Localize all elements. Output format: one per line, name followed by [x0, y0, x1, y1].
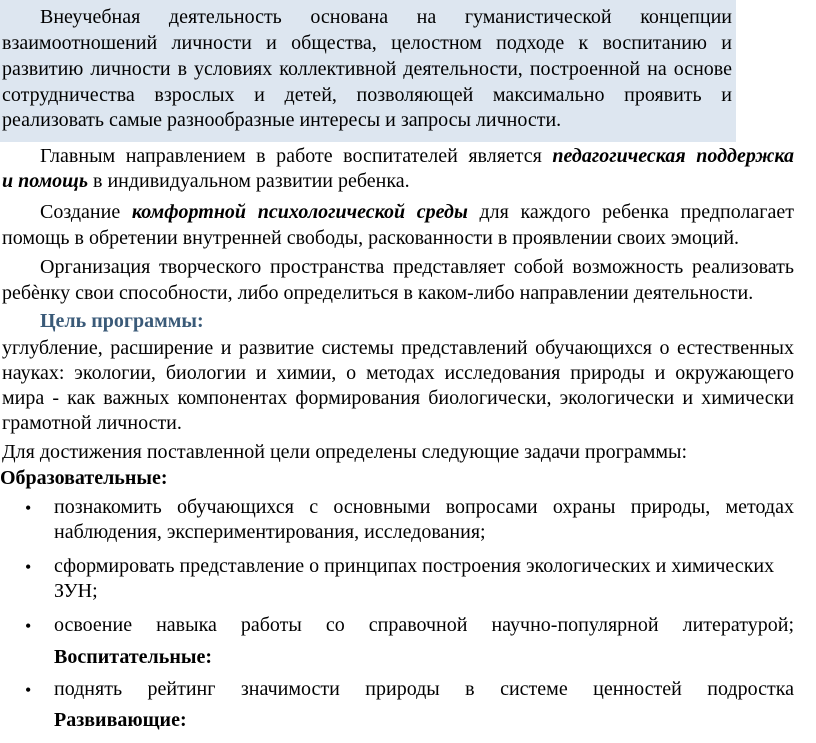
educational-heading: Образовательные:: [0, 467, 168, 489]
goal-line-4: грамотной личности.: [2, 412, 182, 434]
space-line-2: ребѐнку свои способности, либо определиться в каком-либо направлении деятельности.: [2, 282, 754, 304]
comfort-text-before: Создание: [40, 201, 132, 223]
edu-item-1-line-1: познакомить обучающихся с основными вопросами охраны природы, методах: [54, 496, 794, 518]
tasks-intro: Для достижения поставленной цели определены следующие задачи программы:: [2, 441, 688, 463]
goal-line-2: науках: экологии, биологии и химии, о методах исследования природы и окружающего: [2, 362, 794, 384]
edu-item-3-line-1: освоение навыка работы со справочной научно-популярной литературой;: [54, 614, 794, 636]
intro-line-5: реализовать самые разнообразные интересы и запросы личности.: [2, 109, 562, 131]
comfort-line-1: [40, 201, 794, 224]
comfort-text-after: для каждого ребенка предполагает: [467, 201, 794, 223]
goal-line-3: мира - как важных компонентах формирования биологически, экологически и химически: [2, 387, 794, 409]
bullet-icon: •: [25, 557, 32, 577]
upbringing-heading: Воспитательные:: [54, 646, 212, 668]
edu-item-2-line-1: сформировать представление о принципах построения экологических и химических: [54, 555, 775, 577]
space-line-1: Организация творческого пространства представляет собой возможность реализовать: [40, 256, 794, 278]
bullet-icon: •: [25, 616, 32, 636]
comfort-emphasis: комфортной психологической среды: [131, 201, 468, 223]
goal-heading: Цель программы:: [40, 310, 204, 332]
intro-line-1: Внеучебная деятельность основана на гуманистической концепции: [40, 6, 732, 28]
developing-heading: Развивающие:: [54, 709, 187, 731]
direction-emphasis-1: педагогическая поддержка: [552, 145, 794, 167]
intro-line-2: взаимоотношений личности и общества, целостном подходе к воспитанию и: [2, 32, 732, 54]
direction-line-2: [2, 170, 794, 193]
intro-line-4: сотрудничества взрослых и детей, позволяющей максимально проявить и: [2, 84, 732, 106]
intro-line-3: развитию личности в условиях коллективной деятельности, построенной на основе: [2, 58, 732, 80]
bullet-icon: •: [25, 680, 32, 700]
direction-emphasis-2: и помощь: [2, 170, 88, 192]
bullet-icon: •: [25, 498, 32, 518]
direction-text-after: в индивидуальном развитии ребенка.: [88, 170, 410, 192]
direction-text-before: Главным направлением в работе воспитателей является: [40, 145, 553, 167]
comfort-line-2: помощь в обретении внутренней свободы, раскованности в проявлении своих эмоций.: [2, 227, 740, 249]
direction-line-1: [40, 145, 794, 168]
goal-line-1: углубление, расширение и развитие системы представлений обучающихся о естественных: [2, 337, 794, 359]
edu-item-1-line-2: наблюдения, экспериментирования, исследования;: [54, 521, 486, 543]
edu-item-2-line-2: ЗУН;: [54, 580, 98, 602]
upbringing-item-1: поднять рейтинг значимости природы в системе ценностей подростка: [54, 678, 794, 700]
